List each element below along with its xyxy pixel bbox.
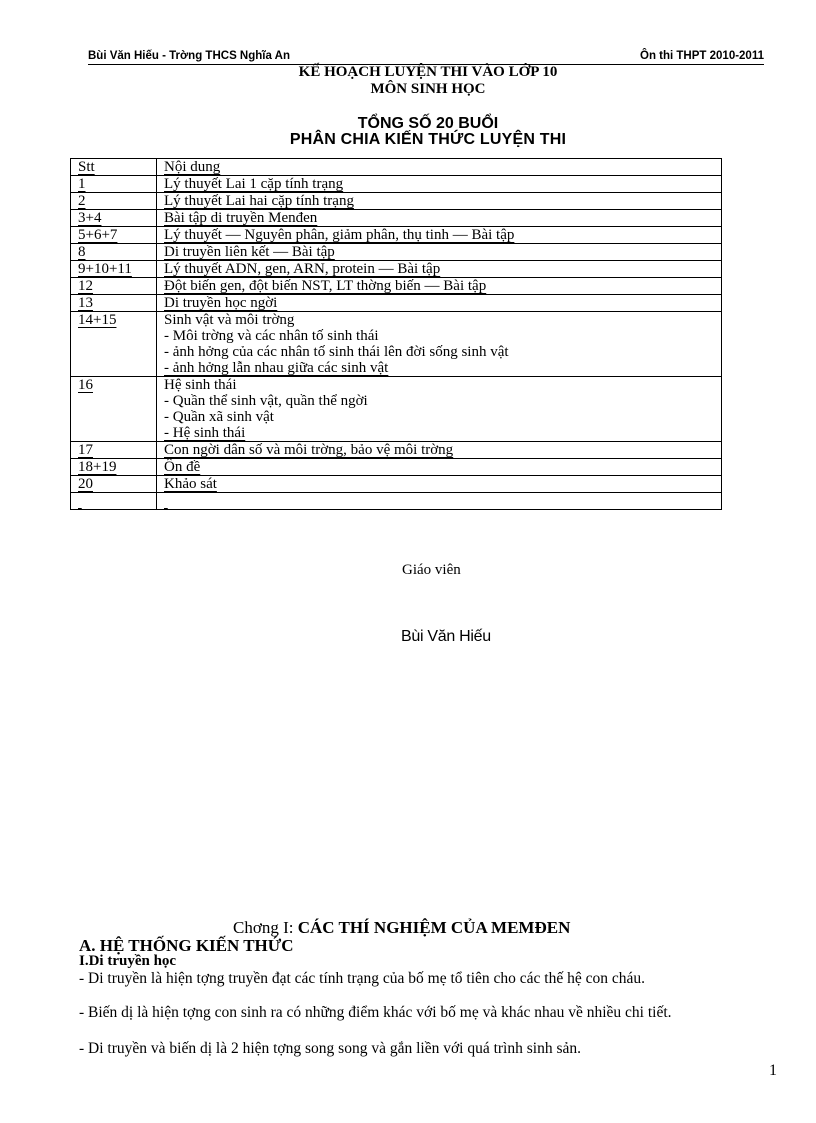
row-stt: 20 — [71, 476, 157, 493]
row-content-line: Hệ sinh thái — [164, 377, 237, 393]
chapter-prefix: Chơng I: — [233, 918, 294, 937]
row-content — [157, 261, 722, 278]
row-content-line: Sinh vật và môi trờng — [164, 312, 295, 328]
row-stt: 1 — [71, 176, 157, 193]
row-content-line: Lý thuyết ADN, gen, ARN, protein — Bài tập — [164, 261, 441, 277]
row-stt — [71, 493, 157, 510]
row-content — [157, 493, 722, 510]
row-content — [157, 476, 722, 493]
section-i-heading: I.Di truyền học — [79, 953, 177, 969]
section-heading: PHÂN CHIA KIẾN THỨC LUYỆN THI — [289, 131, 567, 148]
table-row — [71, 493, 722, 510]
row-stt: 8 — [71, 244, 157, 261]
row-content — [157, 244, 722, 261]
row-stt: 9+10+11 — [71, 261, 157, 278]
table-row — [71, 459, 722, 476]
table-row — [71, 176, 722, 193]
paragraph-variation: - Biến dị là hiện tợng con sinh ra có những điểm khác với bố mẹ và khác nhau về nhiều chi tiết. — [79, 1004, 672, 1021]
row-content-line: - Quần xã sinh vật — [164, 409, 274, 425]
table-row — [71, 476, 722, 493]
chapter-heading — [233, 918, 570, 938]
table-row — [71, 377, 722, 442]
row-content-line: Đột biến gen, đột biến NST, LT thờng biến — Bài tập — [164, 278, 487, 294]
row-content-line: Di truyền học ngời — [164, 295, 278, 311]
row-stt: 13 — [71, 295, 157, 312]
table-row — [71, 312, 722, 377]
row-content — [157, 193, 722, 210]
row-stt: 2 — [71, 193, 157, 210]
row-content — [157, 459, 722, 476]
section-a-heading: A. HỆ THỐNG KIẾN THỨC — [79, 936, 294, 955]
row-content-line: - Môi trờng và các nhân tố sinh thái — [164, 328, 379, 344]
row-content — [157, 312, 722, 377]
table-row — [71, 210, 722, 227]
table-row — [71, 227, 722, 244]
row-content-line: - ảnh hởng của các nhân tố sinh thái lên đời sống sinh vật — [164, 344, 509, 360]
row-stt: 12 — [71, 278, 157, 295]
table-row — [71, 261, 722, 278]
table-row — [71, 244, 722, 261]
row-content-line: Di truyền liên kết — Bài tập — [164, 244, 335, 260]
header-stt: Stt — [71, 159, 157, 176]
doc-title: KẾ HOẠCH LUYỆN THI VÀO LỚP 10 — [298, 64, 558, 80]
row-content — [157, 295, 722, 312]
row-content-line: Bài tập di truyền Menđen — [164, 210, 318, 226]
row-content-line: Lý thuyết Lai 1 cặp tính trạng — [164, 176, 344, 192]
doc-subject: MÔN SINH HỌC — [370, 81, 486, 97]
row-stt: 3+4 — [71, 210, 157, 227]
table-row — [71, 295, 722, 312]
row-content-line: - Hệ sinh thái — [164, 425, 246, 441]
row-content-line: - Quần thể sinh vật, quần thể ngời — [164, 393, 368, 409]
row-content — [157, 227, 722, 244]
table-row — [71, 193, 722, 210]
chapter-title: CÁC THÍ NGHIỆM CỦA MEMĐEN — [297, 918, 571, 937]
row-stt: 17 — [71, 442, 157, 459]
session-count: TỔNG SỐ 20 BUỔI — [357, 115, 499, 132]
row-stt: 18+19 — [71, 459, 157, 476]
row-content-line: - ảnh hởng lẫn nhau giữa các sinh vật — [164, 360, 389, 376]
paragraph-heredity: - Di truyền là hiện tợng truyền đạt các tính trạng của bố mẹ tổ tiên cho các thế hệ con cháu. — [79, 970, 645, 987]
row-stt: 16 — [71, 377, 157, 442]
header-exam-year: Ôn thi THPT 2010-2011 — [640, 50, 764, 62]
page-header — [88, 50, 764, 65]
row-content — [157, 442, 722, 459]
row-stt: 14+15 — [71, 312, 157, 377]
teacher-signature-name: Bùi Văn Hiếu — [401, 628, 491, 645]
header-author-school: Bùi Văn Hiếu - Trờng THCS Nghĩa An — [88, 50, 290, 62]
row-content-line — [164, 493, 714, 509]
teacher-label: Giáo viên — [402, 562, 461, 578]
row-content-line: Lý thuyết — Nguyên phân, giảm phân, thụ tinh — Bài tập — [164, 227, 515, 243]
page-number: 1 — [769, 1062, 777, 1079]
row-content — [157, 377, 722, 442]
lesson-plan-table — [70, 158, 722, 510]
paragraph-relation: - Di truyền và biến dị là 2 hiện tợng song song và gắn liền với quá trình sinh sản. — [79, 1040, 581, 1057]
row-content-line: Ôn đề — [164, 459, 201, 475]
table-row — [71, 442, 722, 459]
table-header-row — [71, 159, 722, 176]
row-content-line: Lý thuyết Lai hai cặp tính trạng — [164, 193, 354, 209]
row-content — [157, 210, 722, 227]
row-content — [157, 176, 722, 193]
row-content — [157, 278, 722, 295]
table-row — [71, 278, 722, 295]
row-content-line: Khảo sát — [164, 476, 217, 492]
row-content-line: Con ngời dân số và môi trờng, bảo vệ môi trờng — [164, 442, 454, 458]
header-content: Nội dung — [157, 159, 722, 176]
row-stt: 5+6+7 — [71, 227, 157, 244]
